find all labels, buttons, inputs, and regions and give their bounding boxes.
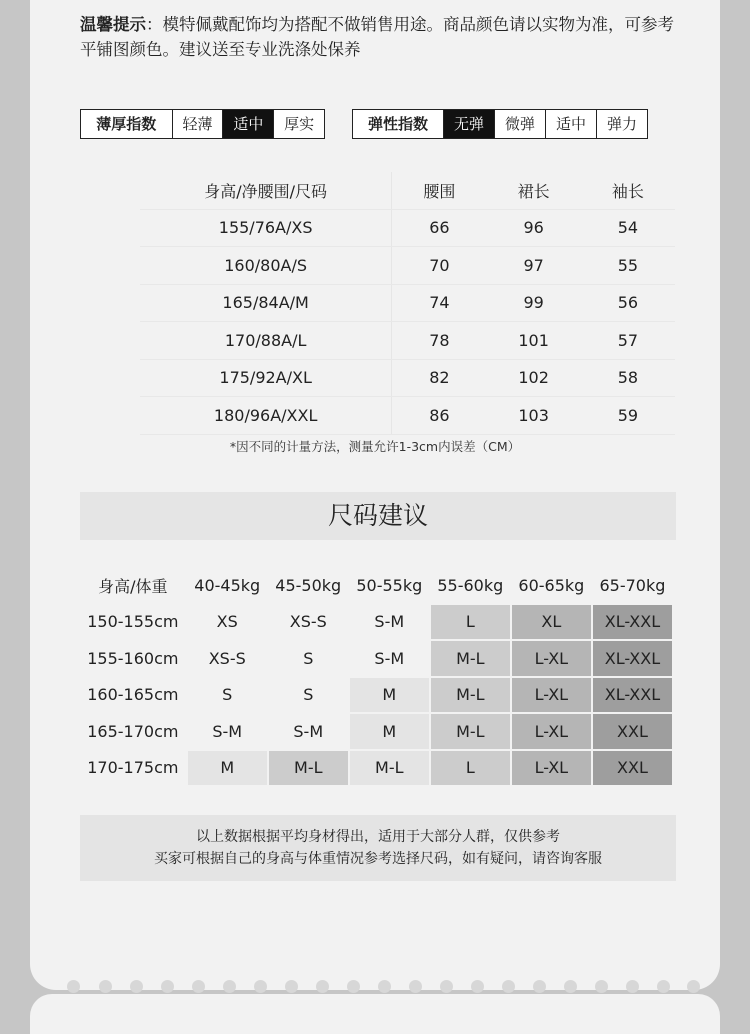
next-card-edge <box>30 994 720 1034</box>
size-cell: 155/76A/XS <box>140 209 392 247</box>
size-cell: XL-XXL <box>593 641 672 676</box>
size-cell: M-L <box>269 751 348 786</box>
header-weight: 55-60kg <box>431 568 510 603</box>
measurement-note: *因不同的计量方法，测量允许1-3cm内误差（CM） <box>229 439 521 454</box>
header-height-weight: 身高/体重 <box>80 568 186 603</box>
size-table-header <box>140 172 675 209</box>
footer-line: 以上数据根据平均身材得出，适用于大部分人群，仅供参考 <box>196 829 560 845</box>
skirt-length-cell: 99 <box>487 284 581 322</box>
decor-dot <box>440 980 453 993</box>
notice <box>80 12 690 62</box>
header-weight: 65-70kg <box>593 568 672 603</box>
size-cell: M-L <box>431 714 510 749</box>
thickness-option-light: 轻薄 <box>172 110 223 138</box>
decor-dot <box>161 980 174 993</box>
decor-dot <box>595 980 608 993</box>
decor-dot <box>99 980 112 993</box>
thickness-index <box>80 109 325 139</box>
thickness-index-label: 薄厚指数 <box>81 110 172 138</box>
size-cell: XXL <box>593 714 672 749</box>
header-sleeve-length: 袖长 <box>581 172 675 209</box>
sleeve-length-cell: 58 <box>581 359 675 397</box>
decor-dot <box>223 980 236 993</box>
decor-dot <box>502 980 515 993</box>
sleeve-length-cell: 55 <box>581 247 675 285</box>
size-cell: XL-XXL <box>593 678 672 713</box>
height-cell: 155-160cm <box>80 641 186 676</box>
size-cell: S <box>188 678 267 713</box>
size-cell: M-L <box>431 678 510 713</box>
decor-dot <box>254 980 267 993</box>
thickness-option-medium: 适中 <box>222 110 273 138</box>
size-cell: XS <box>188 605 267 640</box>
header-weight: 60-65kg <box>512 568 591 603</box>
decor-dot <box>626 980 639 993</box>
size-cell: M <box>350 714 429 749</box>
skirt-length-cell: 97 <box>487 247 581 285</box>
table-row <box>140 397 675 435</box>
size-cell: XS-S <box>188 641 267 676</box>
thickness-option-thick: 厚实 <box>273 110 324 138</box>
size-cell: L <box>431 605 510 640</box>
sleeve-length-cell: 54 <box>581 209 675 247</box>
elasticity-index-label: 弹性指数 <box>353 110 443 138</box>
decor-dot <box>67 980 80 993</box>
size-cell: L-XL <box>512 751 591 786</box>
decor-dot <box>316 980 329 993</box>
size-cell: 180/96A/XXL <box>140 397 392 435</box>
size-cell: L-XL <box>512 714 591 749</box>
size-recommendation-grid <box>78 566 674 787</box>
decor-dot <box>378 980 391 993</box>
size-advice-title: 尺码建议 <box>80 492 676 540</box>
size-cell: S-M <box>350 641 429 676</box>
header-skirt-length: 裙长 <box>487 172 581 209</box>
header-waist: 腰围 <box>392 172 487 209</box>
waist-cell: 82 <box>392 359 487 397</box>
decor-dot <box>130 980 143 993</box>
decor-dot <box>533 980 546 993</box>
waist-cell: 74 <box>392 284 487 322</box>
waist-cell: 78 <box>392 322 487 360</box>
grid-row <box>80 605 672 640</box>
footer-line: 买家可根据自己的身高与体重情况参考选择尺码，如有疑问，请咨询客服 <box>154 851 602 867</box>
size-cell: XXL <box>593 751 672 786</box>
decor-dot <box>471 980 484 993</box>
size-cell: M <box>188 751 267 786</box>
header-weight: 50-55kg <box>350 568 429 603</box>
size-cell: XL-XXL <box>593 605 672 640</box>
waist-cell: 66 <box>392 209 487 247</box>
size-table <box>140 172 675 435</box>
skirt-length-cell: 103 <box>487 397 581 435</box>
size-cell: L-XL <box>512 641 591 676</box>
decor-dot <box>564 980 577 993</box>
size-cell: XS-S <box>269 605 348 640</box>
notice-label: 温馨提示 <box>80 15 146 34</box>
grid-row <box>80 641 672 676</box>
header-weight: 40-45kg <box>188 568 267 603</box>
size-cell: M <box>350 678 429 713</box>
sleeve-length-cell: 56 <box>581 284 675 322</box>
size-cell: S-M <box>269 714 348 749</box>
height-cell: 165-170cm <box>80 714 186 749</box>
elasticity-index <box>352 109 648 139</box>
elasticity-option-none: 无弹 <box>443 110 494 138</box>
header-size: 身高/净腰围/尺码 <box>140 172 392 209</box>
size-cell: L-XL <box>512 678 591 713</box>
grid-row <box>80 751 672 786</box>
size-cell: S <box>269 641 348 676</box>
size-cell: L <box>431 751 510 786</box>
size-cell: S <box>269 678 348 713</box>
decor-dot <box>409 980 422 993</box>
size-cell: 175/92A/XL <box>140 359 392 397</box>
size-cell: M-L <box>350 751 429 786</box>
height-cell: 150-155cm <box>80 605 186 640</box>
grid-row <box>80 714 672 749</box>
decor-dot <box>192 980 205 993</box>
grid-header-row <box>80 568 672 603</box>
table-row <box>140 359 675 397</box>
notice-text: ：模特佩戴配饰均为搭配不做销售用途。商品颜色请以实物为准，可参考平铺图颜色。建议送至专业洗涤处保养 <box>80 15 674 59</box>
decor-dot <box>687 980 700 993</box>
elasticity-option-slight: 微弹 <box>494 110 545 138</box>
perforation-dots <box>60 980 700 994</box>
decor-dot <box>657 980 670 993</box>
skirt-length-cell: 101 <box>487 322 581 360</box>
size-cell: S-M <box>350 605 429 640</box>
elasticity-option-stretch: 弹力 <box>596 110 647 138</box>
waist-cell: 86 <box>392 397 487 435</box>
height-cell: 160-165cm <box>80 678 186 713</box>
size-cell: M-L <box>431 641 510 676</box>
size-cell: 165/84A/M <box>140 284 392 322</box>
size-cell: 170/88A/L <box>140 322 392 360</box>
elasticity-option-medium: 适中 <box>545 110 596 138</box>
advice-footer <box>80 815 676 881</box>
decor-dot <box>347 980 360 993</box>
table-row <box>140 322 675 360</box>
table-row <box>140 209 675 247</box>
sleeve-length-cell: 57 <box>581 322 675 360</box>
skirt-length-cell: 96 <box>487 209 581 247</box>
size-cell: S-M <box>188 714 267 749</box>
size-cell: 160/80A/S <box>140 247 392 285</box>
table-row <box>140 247 675 285</box>
waist-cell: 70 <box>392 247 487 285</box>
size-cell: XL <box>512 605 591 640</box>
height-cell: 170-175cm <box>80 751 186 786</box>
table-row <box>140 284 675 322</box>
header-weight: 45-50kg <box>269 568 348 603</box>
decor-dot <box>285 980 298 993</box>
sleeve-length-cell: 59 <box>581 397 675 435</box>
grid-row <box>80 678 672 713</box>
skirt-length-cell: 102 <box>487 359 581 397</box>
